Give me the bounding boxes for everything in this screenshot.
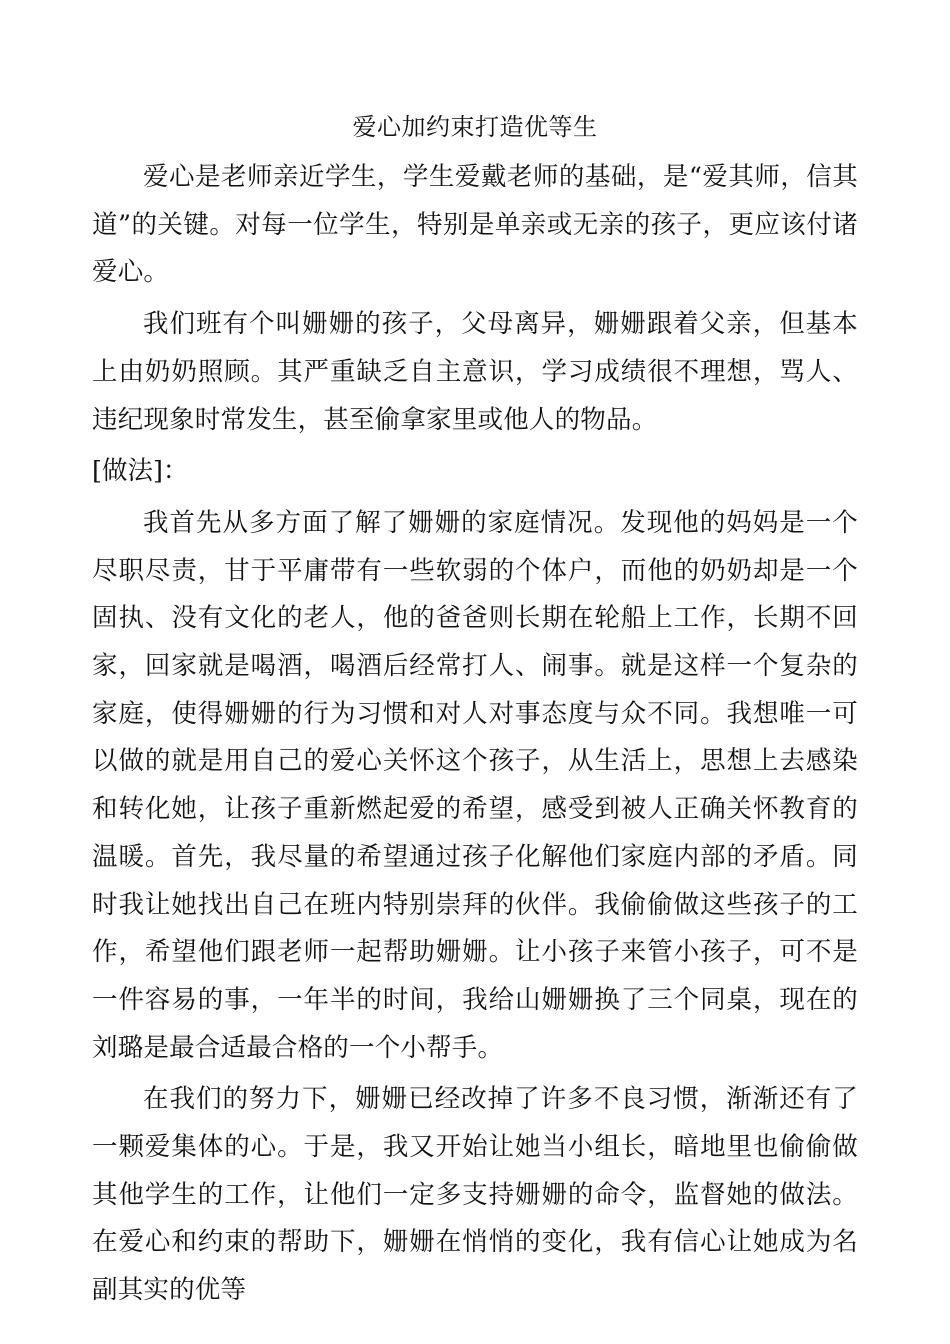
paragraph-intro: 爱心是老师亲近学生，学生爱戴老师的基础，是“爱其师，信其道”的关键。对每一位学生，特别是单亲或无亲的孩子，更应该付诸爱心。 xyxy=(92,162,858,288)
paragraph-result: 在我们的努力下，姗姗已经改掉了许多不良习惯，渐渐还有了一颗爱集体的心。于是，我又开始让她当小组长，暗地里也偷偷做其他学生的工作，让他们一定多支持姗姗的命令，监督她的做法。在爱心和约束的帮助下，姗姗在悄悄的变化，我有信心让她成为名副其实的优等 xyxy=(92,1084,858,1306)
document-title: 爱心加约束打造优等生 xyxy=(352,113,598,141)
paragraph-background: 我们班有个叫姗姗的孩子，父母离异，姗姗跟着父亲，但基本上由奶奶照顾。其严重缺乏自主意识，学习成绩很不理想，骂人、违纪现象时常发生，甚至偷拿家里或他人的物品。 xyxy=(92,309,858,435)
method-heading: [做法]： xyxy=(92,456,189,487)
paragraph-method: 我首先从多方面了解了姗姗的家庭情况。发现他的妈妈是一个尽职尽责，甘于平庸带有一些软弱的个体户，而他的奶奶却是一个固执、没有文化的老人，他的爸爸则长期在轮船上工作，长期不回家，回家就是喝酒，喝酒后经常打人、闹事。就是这样一个复杂的家庭，使得姗姗的行为习惯和对人对事态度与众不同。我想唯一可以做的就是用自己的爱心关怀这个孩子，从生活上，思想上去感染和转化她，让孩子重新燃起爱的希望，感受到被人正确关怀教育的温暖。首先，我尽量的希望通过孩子化解他们家庭内部的矛盾。同时我让她找出自己在班内特别崇拜的伙伴。我偷偷做这些孩子的工作，希望他们跟老师一起帮助姗姗。让小孩子来管小孩子，可不是一件容易的事，一年半的时间，我给山姗姗换了三个同桌，现在的刘璐是最合适最合格的一个小帮手。 xyxy=(92,507,858,1063)
document-body xyxy=(92,104,858,1319)
